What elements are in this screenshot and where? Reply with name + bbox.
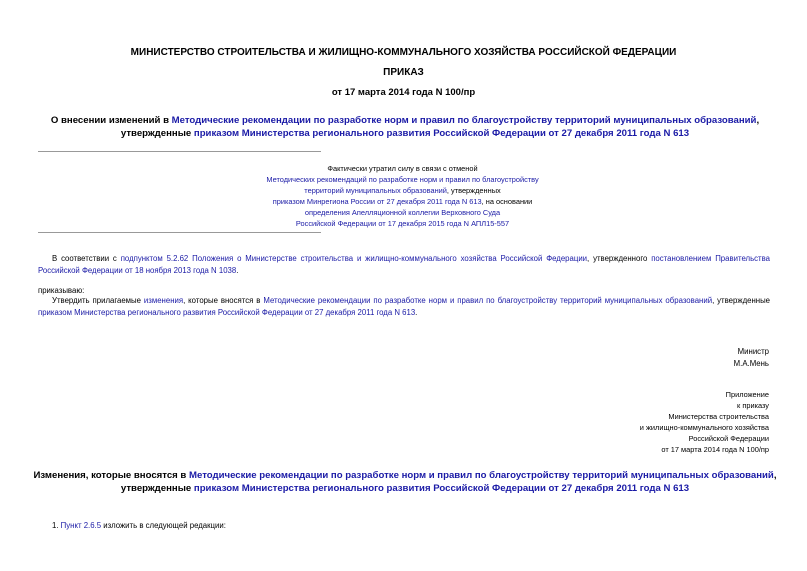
appendix-line: и жилищно-коммунального хозяйства — [639, 423, 769, 432]
order-link-order-613[interactable]: приказом Министерства регионального развития Российской Федерации от 27 декабря 2011 года N 613 — [38, 308, 416, 317]
appendix-line: Российской Федерации — [688, 434, 769, 443]
changes-title-link-recommendations[interactable]: Методические рекомендации по разработке норм и правил по благоустройству территорий муниципальных образований — [189, 470, 774, 481]
preamble-text: В соответствии с — [52, 254, 121, 263]
signature — [734, 346, 769, 370]
status-link-minregion-order[interactable]: приказом Минрегиона России от 27 декабря 2011 года N 613 — [272, 197, 482, 206]
document-title — [30, 114, 780, 140]
appendix-line: к приказу — [737, 401, 769, 410]
changes-title — [30, 469, 780, 495]
order-link-recommendations[interactable]: Методические рекомендации по разработке норм и правил по благоустройству территорий муниципальных образований — [263, 296, 713, 305]
status-link-supreme-court[interactable]: определения Апелляционной коллегии Верховного Суда — [304, 208, 501, 217]
order-text-part: . — [415, 308, 418, 317]
changes-title-link-order-613[interactable]: приказом Министерства регионального развития Российской Федерации от 27 декабря 2011 года N 613 — [193, 483, 690, 494]
status-note-text: , на основании — [481, 197, 533, 206]
divider-top — [38, 151, 321, 152]
preamble — [38, 253, 770, 277]
preamble-link-regulation[interactable]: подпунктом 5.2.62 Положения о Министерстве строительства и жилищно-коммунального хозяйства Российской Федерации — [120, 254, 588, 263]
status-note-text: , утвержденных — [446, 186, 501, 195]
changes-title-text: Изменения, которые вносятся в — [33, 470, 189, 481]
status-link-supreme-court-date[interactable]: Российской Федерации от 17 декабря 2015 года N АПЛ15-557 — [295, 219, 510, 228]
order-text-part: , утвержденные — [712, 296, 771, 305]
title-text: , утвержденные — [120, 115, 760, 139]
item-1-link-point[interactable]: Пункт 2.6.5 — [60, 521, 102, 530]
divider-bottom — [38, 232, 321, 233]
ministry-title: МИНИСТЕРСТВО СТРОИТЕЛЬСТВА И ЖИЛИЩНО-КОММУНАЛЬНОГО ХОЗЯЙСТВА РОССИЙСКОЙ ФЕДЕРАЦИИ — [130, 47, 677, 58]
item-1-number: 1. — [52, 521, 61, 530]
order-text-part: , которые вносятся в — [183, 296, 264, 305]
status-note-text: Фактически утратил силу в связи с отменой — [327, 164, 478, 173]
doc-date-number: от 17 марта 2014 года N 100/пр — [331, 87, 476, 98]
status-link-territories[interactable]: территорий муниципальных образований — [304, 186, 447, 195]
signature-name: М.А.Мень — [733, 359, 769, 368]
status-link-recommendations[interactable]: Методических рекомендаций по разработке норм и правил по благоустройству — [266, 175, 539, 184]
status-note — [200, 163, 605, 229]
appendix-line: Министерства строительства — [668, 412, 769, 421]
preamble-text: , утвержденного — [587, 254, 652, 263]
order-text-part: Утвердить прилагаемые — [52, 296, 144, 305]
order-prikazyvayu: приказываю: — [38, 286, 85, 295]
signature-position: Министр — [737, 347, 769, 356]
item-1-text: изложить в следующей редакции: — [101, 521, 226, 530]
item-1 — [52, 520, 226, 532]
appendix-block — [640, 389, 769, 455]
order-text — [38, 295, 770, 319]
title-text: О внесении изменений в — [50, 115, 172, 126]
appendix-line: Приложение — [725, 390, 769, 399]
appendix-line: от 17 марта 2014 года N 100/пр — [661, 445, 769, 454]
preamble-link-government-decree[interactable]: постановлением Правительства Российской Федерации от 18 ноября 2013 года N 1038 — [38, 254, 770, 275]
order-link-changes[interactable]: изменения — [143, 296, 184, 305]
title-link-order-613[interactable]: приказом Министерства регионального развития Российской Федерации от 27 декабря 2011 года N 613 — [193, 128, 690, 139]
title-link-recommendations[interactable]: Методические рекомендации по разработке норм и правил по благоустройству территорий муниципальных образований — [171, 115, 757, 126]
preamble-text: . — [236, 266, 239, 275]
changes-title-text: , утвержденные — [120, 470, 777, 494]
doc-type: ПРИКАЗ — [383, 67, 424, 78]
